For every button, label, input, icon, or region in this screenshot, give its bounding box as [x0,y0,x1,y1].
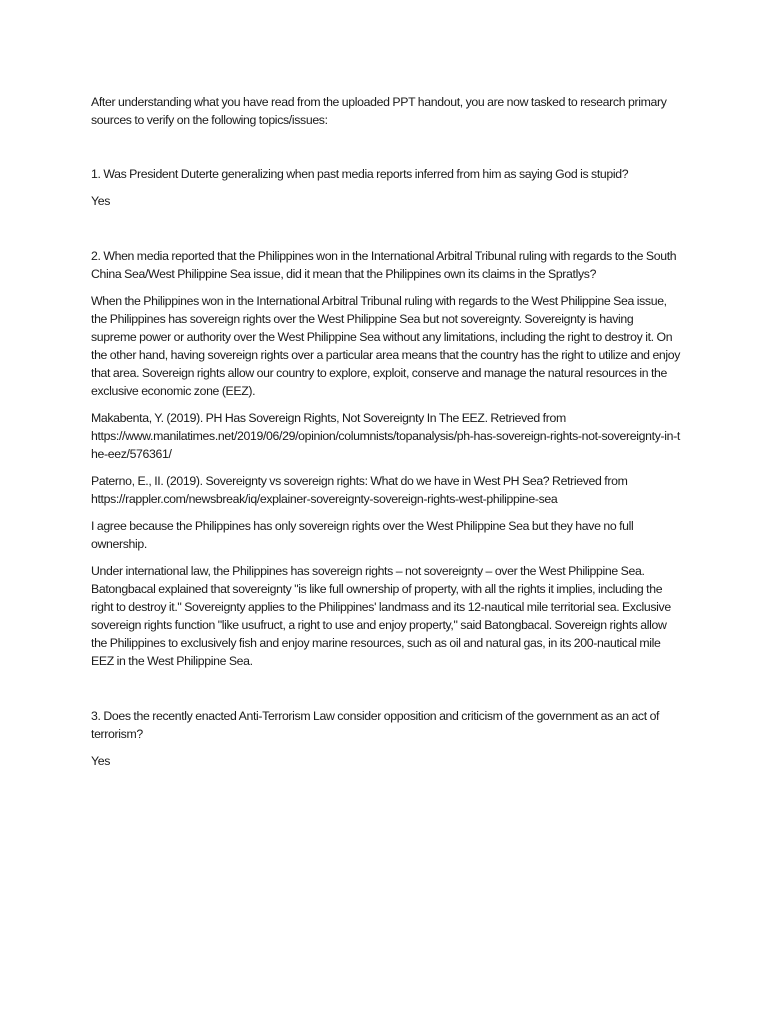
answer-1: Yes [91,194,111,208]
question-3: 3. Does the recently enacted Anti-Terrorism Law consider opposition and criticism of the government as an act of terrorism? [91,709,660,741]
document-page [91,93,681,779]
reference-2-citation: Paterno, E., II. (2019). Sovereignty vs sovereign rights: What do we have in West PH Sea? Retrieved from [91,474,628,488]
answer-3: Yes [91,754,111,768]
reference-1-citation: Makabenta, Y. (2019). PH Has Sovereign Rights, Not Sovereignty In The EEZ. Retrieved from [91,411,566,425]
explanation-paragraph: Under international law, the Philippines has sovereign rights – not sovereignty – over the West Philippine Sea. Batongbacal explained that sovereignty "is like full ownership of property, with all the rights it implies, including the right to destroy it." Sovereignty applies to the Philippines' landmass and its 12-nautical mile territorial sea. Exclusive sovereign rights function "like usufruct, a right to use and enjoy property," said Batongbacal. Sovereign rights allow the Philippines to exclusively fish and enjoy marine resources, such as oil and natural gas, in its 200-nautical mile EEZ in the West Philippine Sea. [91,564,671,668]
intro-paragraph: After understanding what you have read from the uploaded PPT handout, you are now tasked to research primary sources to verify on the following topics/issues: [91,95,667,127]
question-1: 1. Was President Duterte generalizing when past media reports inferred from him as saying God is stupid? [91,167,629,181]
reference-1 [91,409,681,463]
reference-2-url: https://rappler.com/newsbreak/iq/explainer-sovereignty-sovereign-rights-west-philippine-sea [91,492,558,506]
question-2: 2. When media reported that the Philippines won in the International Arbitral Tribunal ruling with regards to the South China Sea/West Philippine Sea issue, did it mean that the Philippines own its claims in the Spratlys? [91,249,677,281]
reference-2 [91,472,681,508]
answer-2: When the Philippines won in the International Arbitral Tribunal ruling with regards to the West Philippine Sea issue, the Philippines has sovereign rights over the West Philippine Sea but not sovereignty. Sovereignty is having supreme power or authority over the West Philippine Sea without any limitations, including the right to destroy it. On the other hand, having sovereign rights over a particular area means that the country has the right to utilize and enjoy that area. Sovereign rights allow our country to explore, exploit, conserve and manage the natural resources in the exclusive economic zone (EEZ). [91,294,681,398]
agree-paragraph: I agree because the Philippines has only sovereign rights over the West Philippine Sea but they have no full ownership. [91,519,634,551]
reference-1-url: https://www.manilatimes.net/2019/06/29/opinion/columnists/topanalysis/ph-has-sovereign-rights-not-sovereignty-in-the-eez/576361/ [91,429,680,461]
